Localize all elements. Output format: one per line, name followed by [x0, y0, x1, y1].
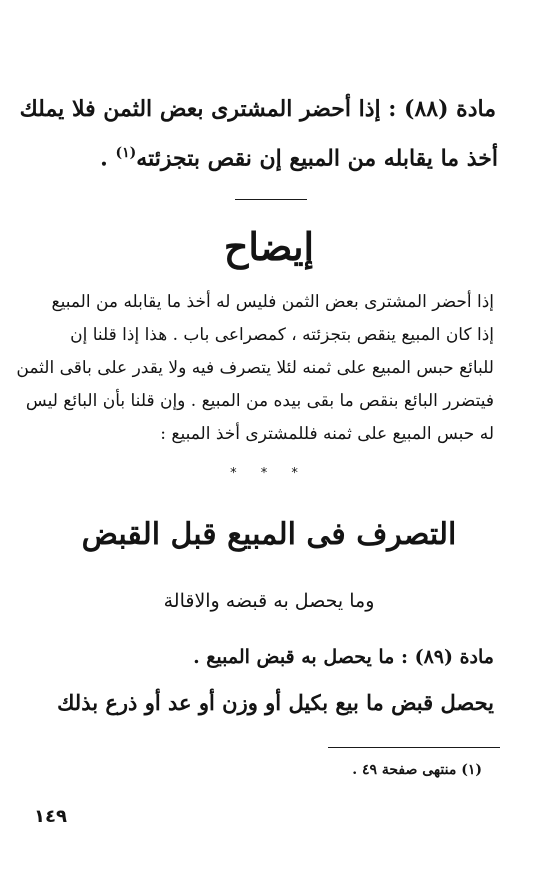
footnote-rule	[328, 747, 500, 748]
footnote-text: (١) منتهى صفحة ٤٩ .	[352, 762, 482, 778]
explanation-line-4: فيتضرر البائع بنقص ما بقى بيده من المبيع . وإن قلنا بأن البائع ليس	[25, 391, 494, 411]
article-89-text: يحصل قبض ما بيع بكيل أو وزن أو عد أو ذرع بذلك	[57, 690, 494, 715]
explanation-line-2: إذا كان المبيع ينقص بتجزئته ، كمصراعى باب . هذا إذا قلنا إن	[70, 325, 494, 345]
article-88-line-2	[100, 145, 498, 171]
explanation-line-5: له حبس المبيع على ثمنه فللمشترى أخذ المبيع :	[160, 424, 494, 444]
article-88-line-1: مادة (٨٨) : إذا أحضر المشترى بعض الثمن فلا يملك	[19, 96, 496, 122]
section-subtitle: وما يحصل به قبضه والاقالة	[163, 590, 375, 612]
page-number: ١٤٩	[34, 806, 67, 827]
explanation-title: إيضاح	[223, 224, 315, 269]
explanation-line-3: للبائع حبس المبيع على ثمنه لئلا يتصرف فيه ولا يقدر على باقى الثمن	[16, 358, 494, 378]
article-89-heading: مادة (٨٩) : ما يحصل به قبض المبيع .	[193, 646, 494, 668]
section-title: التصرف فى المبيع قبل القبض	[81, 517, 457, 552]
article-88-text: أخذ ما يقابله من المبيع إن نقص بتجزئته	[136, 145, 498, 172]
footnote-reference: (١)	[115, 145, 137, 161]
explanation-line-1: إذا أحضر المشترى بعض الثمن فليس له أخذ ما يقابله من المبيع	[51, 292, 494, 312]
article-88-end: .	[100, 145, 108, 172]
section-separator: * * *	[230, 466, 308, 481]
divider-rule	[235, 199, 307, 200]
